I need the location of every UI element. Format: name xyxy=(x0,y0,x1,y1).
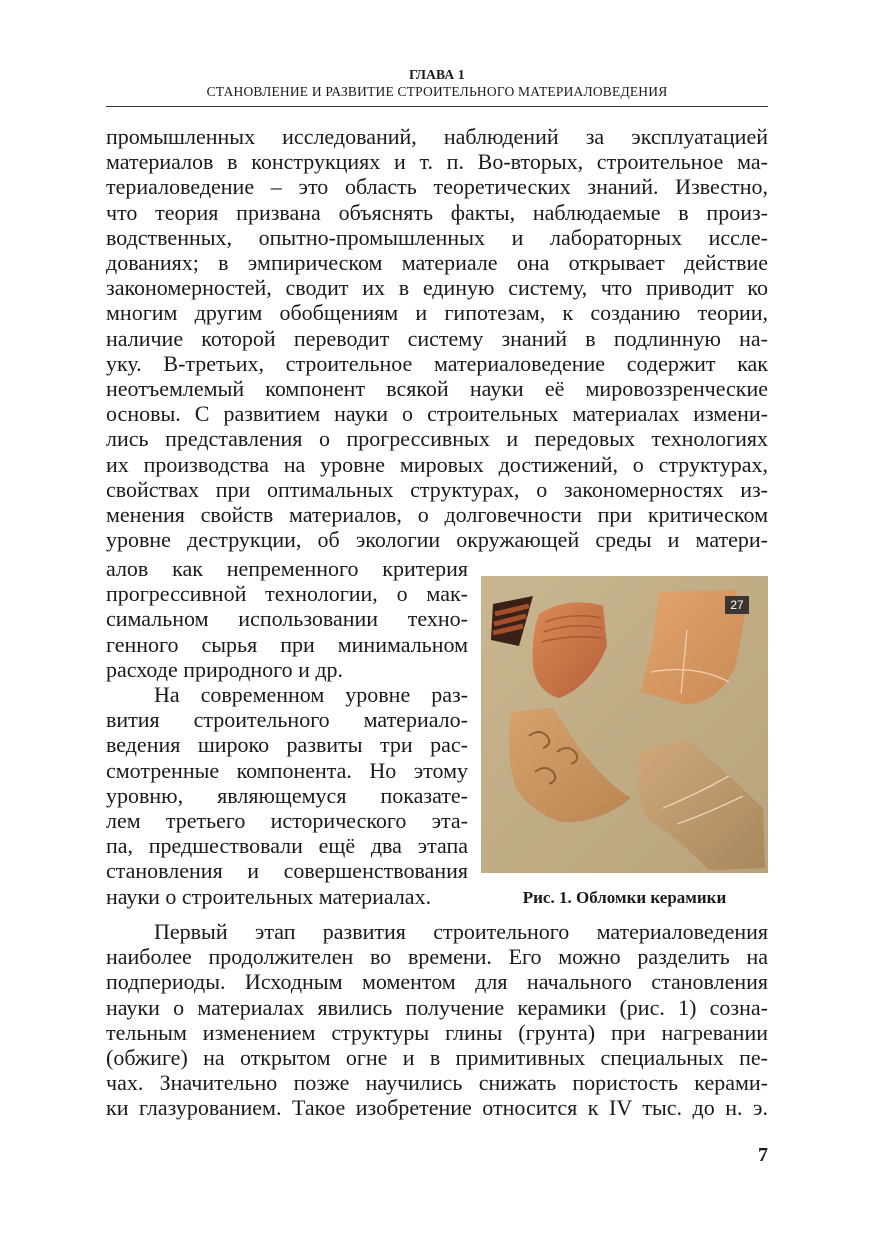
text-line: науки о материалах явились получение керамики (рис. 1) созна- xyxy=(106,994,768,1020)
paragraph-2 xyxy=(106,556,468,682)
chapter-title: СТАНОВЛЕНИЕ И РАЗВИТИЕ СТРОИТЕЛЬНОГО МАТЕРИАЛОВЕДЕНИЯ xyxy=(206,84,668,99)
text-line: водственных, опытно-промышленных и лабораторных иссле- xyxy=(106,224,768,250)
text-line: многим другим обобщениям и гипотезам, к созданию теории, xyxy=(106,300,768,326)
text-line: уровне деструкции, об экологии окружающей среды и матери- xyxy=(106,527,768,553)
text-line: их производства на уровне мировых достижений, о структурах, xyxy=(106,451,768,477)
text-line: материалов в конструкциях и т. п. Во-вторых, строительное ма- xyxy=(106,149,768,175)
text-line: закономерностей, сводит их в единую систему, что приводит ко xyxy=(106,275,768,301)
text-line: па, предшествовали ещё два этапа xyxy=(106,833,468,859)
text-line: чах. Значительно позже научились снижать пористость керами- xyxy=(106,1070,768,1096)
text-line: На современном уровне раз- xyxy=(154,682,468,707)
paragraph-3 xyxy=(106,682,468,909)
text-line: расходе природного и др. xyxy=(106,656,344,682)
header-rule xyxy=(106,106,768,107)
chapter-label: ГЛАВА 1 xyxy=(409,67,465,82)
text-line: ведения широко развиты три рас- xyxy=(106,732,468,758)
text-line: (обжиге) на открытом огне и в примитивных специальных пе- xyxy=(106,1045,768,1071)
text-line: прогрессивной технологии, о мак- xyxy=(106,581,468,607)
text-line: Первый этап развития строительного материаловедения xyxy=(154,919,768,944)
text-line: свойствах при оптимальных структурах, о закономерностях из- xyxy=(106,476,768,502)
text-line: генного сырья при минимальном xyxy=(106,631,468,657)
text-line: вития строительного материало- xyxy=(106,707,468,733)
text-line: науки о строительных материалах. xyxy=(106,883,432,909)
paragraph-4 xyxy=(106,919,768,1121)
text-line: алов как непременного критерия xyxy=(106,556,468,581)
text-line: становления и совершенствования xyxy=(106,858,468,884)
running-head xyxy=(106,66,768,100)
text-line: наиболее продолжителен во времени. Его можно разделить на xyxy=(106,944,768,970)
text-line: промышленных исследований, наблюдений за эксплуатацией xyxy=(106,124,768,149)
text-line: что теория призвана объяснять факты, наблюдаемые в произ- xyxy=(106,199,768,225)
text-line: менения свойств материалов, о долговечности при критическом xyxy=(106,502,768,528)
ceramics-photo xyxy=(481,576,768,873)
text-line: подпериоды. Исходным моментом для начального становления xyxy=(106,969,768,995)
text-line: симальном использовании техно- xyxy=(106,606,468,632)
text-line: основы. С развитием науки о строительных материалах измени- xyxy=(106,401,768,427)
text-line: лем третьего исторического эта- xyxy=(106,808,468,834)
text-line: ки глазурованием. Такое изобретение относится к IV тыс. до н. э. xyxy=(106,1095,768,1121)
text-line: наличие которой переводит систему знаний в подлинную на- xyxy=(106,325,768,351)
page-number: 7 xyxy=(758,1144,768,1166)
figure-caption: Рис. 1. Обломки керамики xyxy=(522,888,727,907)
figure-label: 27 xyxy=(730,598,744,612)
text-line: уровню, являющемуся показате- xyxy=(106,782,468,808)
text-line: лись представления о прогрессивных и передовых технологиях xyxy=(106,426,768,452)
text-line: териаловедение – это область теоретических знаний. Известно, xyxy=(106,174,768,200)
text-line: дованиях; в эмпирическом материале она открывает действие xyxy=(106,250,768,276)
text-line: неотъемлемый компонент всякой науки её мировоззренческие xyxy=(106,376,768,402)
text-line: смотренные компонента. Но этому xyxy=(106,757,468,783)
text-line: тельным изменением структуры глины (грунта) при нагревании xyxy=(106,1019,768,1045)
text-line: уку. В-третьих, строительное материаловедение содержит как xyxy=(106,350,768,376)
paragraph-1 xyxy=(106,124,768,552)
